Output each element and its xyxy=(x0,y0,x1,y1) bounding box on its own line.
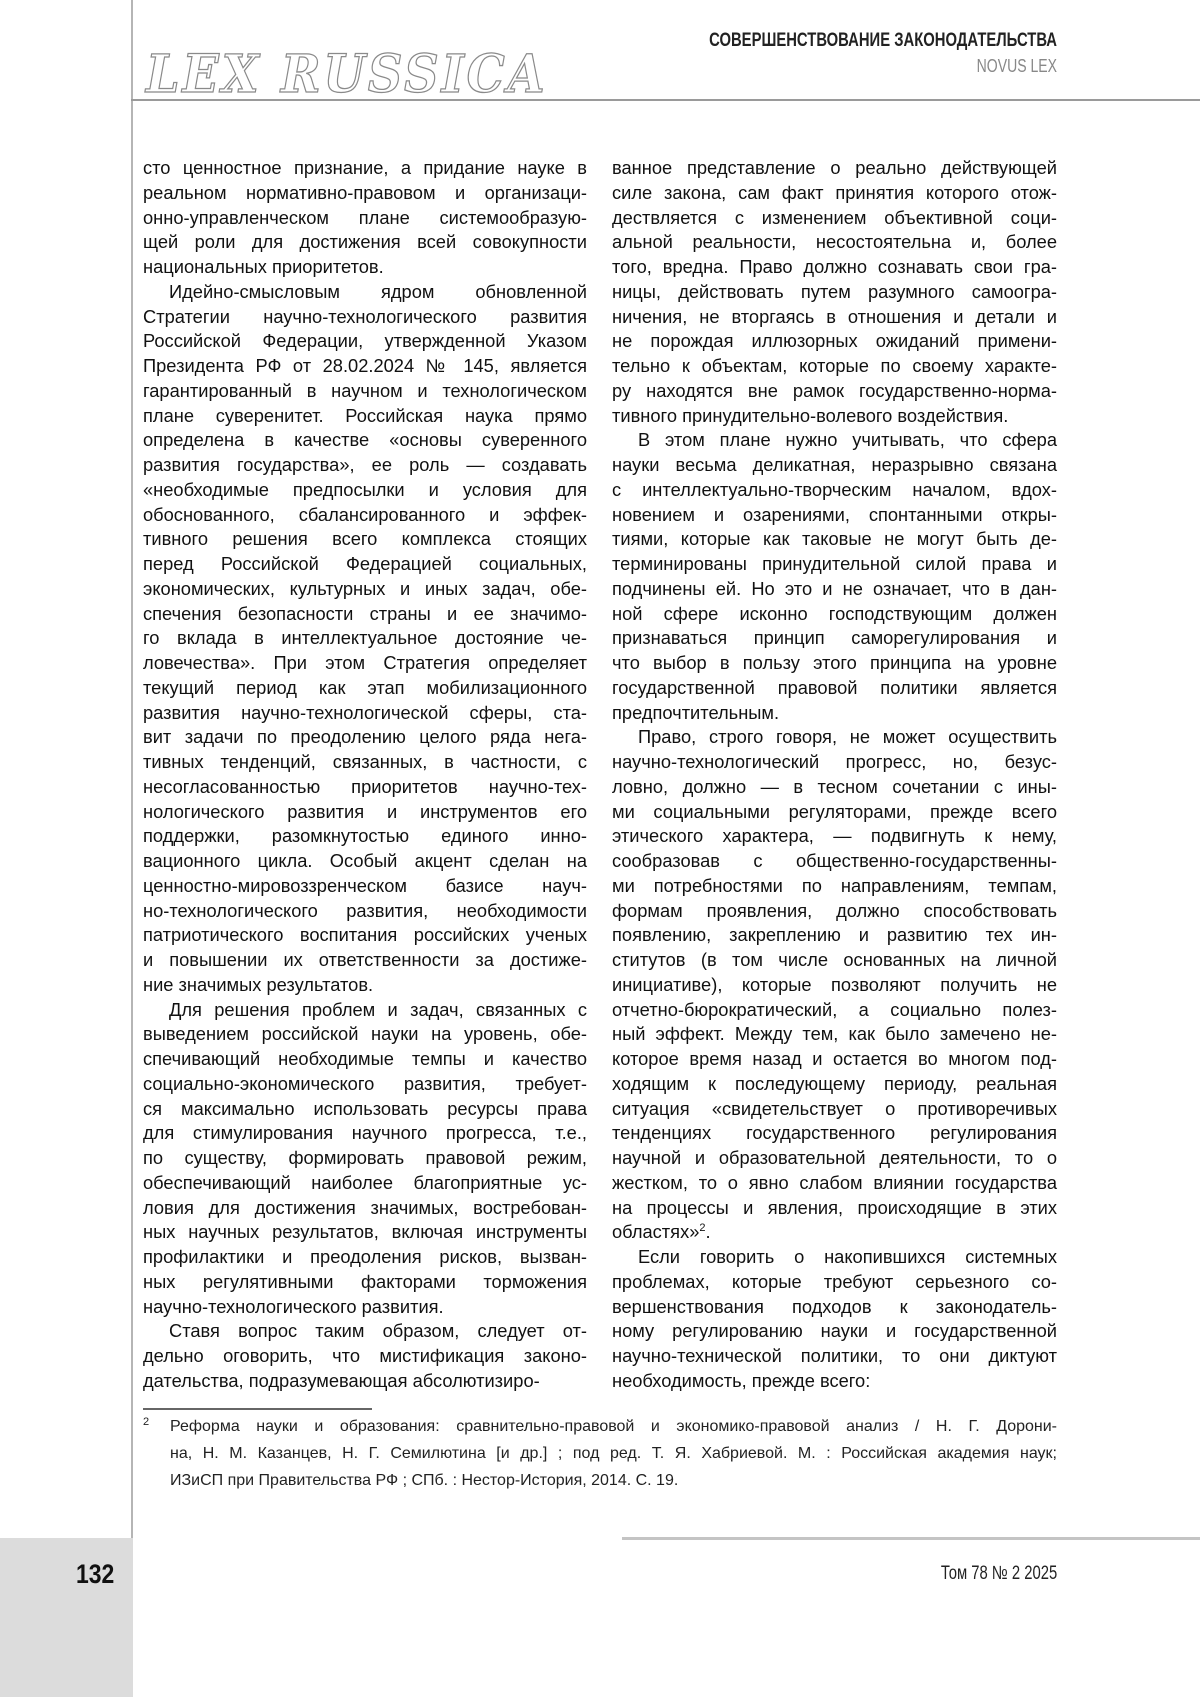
text-line: Российской Федерации, утвержденной Указом xyxy=(143,329,587,354)
text-line: го вклада в интеллектуальное достояние че- xyxy=(143,626,587,651)
text-line: Президента РФ от 28.02.2024 № 145, является xyxy=(143,354,587,379)
paragraph xyxy=(143,998,587,1320)
text-line: подчинены ей. Но это и не означает, что в дан- xyxy=(612,577,1057,602)
footnote-line: на, Н. М. Казанцев, Н. Г. Семилютина [и др.] ; под ред. Т. Я. Хабриевой. М. : Российская академия наук; xyxy=(170,1440,1057,1467)
text-line: ру находятся вне рамок государственно-норма- xyxy=(612,379,1057,404)
text-line: тивных тенденций, связанных, в частности, с xyxy=(143,750,587,775)
text-line: вершенствования подходов к законодатель- xyxy=(612,1295,1057,1320)
text-line: силе закона, сам факт принятия которого отож- xyxy=(612,181,1057,206)
paragraph xyxy=(143,1319,587,1393)
text-line: но-технологического развития, необходимости xyxy=(143,899,587,924)
text-line: ных научных результатов, включая инструменты xyxy=(143,1220,587,1245)
text-line: онно-управленческом плане системообразую- xyxy=(143,206,587,231)
text-line: щей роли для достижения всей совокупности xyxy=(143,230,587,255)
text-line: ной сфере исконно господствующим должен xyxy=(612,602,1057,627)
paragraph xyxy=(612,156,1057,428)
text-line: жестком, то о явно слабом влиянии государства xyxy=(612,1171,1057,1196)
text-line: инициативе), которые позволяют получить не xyxy=(612,973,1057,998)
text-line: патриотического воспитания российских ученых xyxy=(143,923,587,948)
text-line: «необходимые предпосылки и условия для xyxy=(143,478,587,503)
text-line: обоснованного, сбалансированного и эффек- xyxy=(143,503,587,528)
text-line: ми потребностями по направлениям, темпам, xyxy=(612,874,1057,899)
text-line: определена в качестве «основы суверенного xyxy=(143,428,587,453)
text-line: профилактики и преодоления рисков, вызван- xyxy=(143,1245,587,1270)
margin-rule xyxy=(131,0,133,1538)
text-line: Для решения проблем и задач, связанных с xyxy=(143,998,587,1023)
footnote-number: 2 xyxy=(143,1409,149,1436)
text-line: необходимость, прежде всего: xyxy=(612,1369,1057,1394)
paragraph xyxy=(143,156,587,280)
text-line: дательства, подразумевающая абсолютизиро- xyxy=(143,1369,587,1394)
text-line: предпочтительным. xyxy=(612,701,1057,726)
text-line: ловечества». При этом Стратегия определяет xyxy=(143,651,587,676)
text-line: дельно оговорить, что мистификация законо- xyxy=(143,1344,587,1369)
text-line: ницы, действовать путем разумного самоогра- xyxy=(612,280,1057,305)
text-column-right xyxy=(612,156,1057,1394)
text-line: ми социальными регуляторами, прежде всего xyxy=(612,800,1057,825)
text-line: ванное представление о реально действующей xyxy=(612,156,1057,181)
text-line: с интеллектуально-творческим началом, вдох- xyxy=(612,478,1057,503)
line-text: . xyxy=(706,1221,711,1242)
footnote-text xyxy=(170,1413,1057,1494)
text-line: развития научно-технологической сферы, ста- xyxy=(143,701,587,726)
text-line: ситуация «свидетельствует о противоречивых xyxy=(612,1097,1057,1122)
text-line: появлению, закреплению и развитию тех ин- xyxy=(612,923,1057,948)
text-line: государственной правовой политики является xyxy=(612,676,1057,701)
text-line: для стимулирования научного прогресса, т.е., xyxy=(143,1121,587,1146)
text-line: новением и озарениями, спонтанными откры- xyxy=(612,503,1057,528)
text-line: этического характера, — подвигнуть к нему, xyxy=(612,824,1057,849)
paragraph xyxy=(612,1245,1057,1394)
text-line: выведением российской науки на уровень, обе- xyxy=(143,1022,587,1047)
journal-logo: LEX RUSSICA xyxy=(146,44,547,105)
text-line: ный эффект. Между тем, как было замечено не- xyxy=(612,1022,1057,1047)
text-line: реальном нормативно-правовом и организаци- xyxy=(143,181,587,206)
text-line: социально-экономического развития, требует- xyxy=(143,1072,587,1097)
text-line: спечения безопасности страны и ее значимо- xyxy=(143,602,587,627)
text-line: ничения, не вторгаясь в отношения и детали и xyxy=(612,305,1057,330)
footnote-rule xyxy=(143,1408,372,1410)
text-line: несогласованностью приоритетов научно-тех- xyxy=(143,775,587,800)
text-line: по существу, формировать правовой режим, xyxy=(143,1146,587,1171)
issue-info: Том 78 № 2 2025 xyxy=(941,1563,1057,1585)
text-line: ловно, должно — в тесном сочетании с ины- xyxy=(612,775,1057,800)
text-line: тенденциях государственного регулирования xyxy=(612,1121,1057,1146)
text-column-left xyxy=(143,156,587,1394)
text-line: ценностно-мировоззренческом базисе науч- xyxy=(143,874,587,899)
text-line: научно-технической политики, то они диктуют xyxy=(612,1344,1057,1369)
paragraph xyxy=(612,725,1057,1245)
text-line: тивного принудительно-волевого воздействия. xyxy=(612,404,1057,429)
text-line: тельно к объектам, которые по своему характе- xyxy=(612,354,1057,379)
text-line: сто ценностное признание, а придание науке в xyxy=(143,156,587,181)
section-title: СОВЕРШЕНСТВОВАНИЕ ЗАКОНОДАТЕЛЬСТВА xyxy=(709,30,1057,52)
text-line: Ставя вопрос таким образом, следует от- xyxy=(143,1319,587,1344)
text-line: дествляется с изменением объективной соци- xyxy=(612,206,1057,231)
text-line: науки весьма деликатная, неразрывно связана xyxy=(612,453,1057,478)
text-line: вит задачи по преодолению целого ряда нега- xyxy=(143,725,587,750)
text-line: ходящим к последующему периоду, реальная xyxy=(612,1072,1057,1097)
text-line: перед Российской Федерацией социальных, xyxy=(143,552,587,577)
text-line: тивного решения всего комплекса стоящих xyxy=(143,527,587,552)
text-line: признаваться принцип саморегулирования и xyxy=(612,626,1057,651)
text-line: которое время назад и остается во многом под- xyxy=(612,1047,1057,1072)
text-line: того, вредна. Право должно сознавать свои гра- xyxy=(612,255,1057,280)
text-line: Право, строго говоря, не может осуществить xyxy=(612,725,1057,750)
text-line: ститутов (в том числе основанных на личной xyxy=(612,948,1057,973)
text-line: ных регулятивными факторами торможения xyxy=(143,1270,587,1295)
text-line: вационного цикла. Особый акцент сделан на xyxy=(143,849,587,874)
text-line xyxy=(612,1220,1057,1245)
text-line: ловия для достижения значимых, востребован- xyxy=(143,1196,587,1221)
paragraph xyxy=(143,280,587,998)
text-line: научно-технологический прогресс, но, безус- xyxy=(612,750,1057,775)
text-line: отчетно-бюрократический, а социально полез- xyxy=(612,998,1057,1023)
text-line: и повышении их ответственности за достиже- xyxy=(143,948,587,973)
text-line: формам проявления, должно способствовать xyxy=(612,899,1057,924)
text-line: нологического развития и инструментов его xyxy=(143,800,587,825)
footnote-reference[interactable]: 2 xyxy=(699,1222,705,1234)
text-line: проблемах, которые требуют серьезного со- xyxy=(612,1270,1057,1295)
text-line: обеспечивающий наиболее благоприятные ус- xyxy=(143,1171,587,1196)
text-line: научной и образовательной деятельности, то о xyxy=(612,1146,1057,1171)
text-line: терминированы принудительной силой права и xyxy=(612,552,1057,577)
line-text: областях» xyxy=(612,1221,699,1242)
text-line: развития государства», ее роль — создавать xyxy=(143,453,587,478)
text-line: Если говорить о накопившихся системных xyxy=(612,1245,1057,1270)
text-line: поддержки, разомкнутостью единого инно- xyxy=(143,824,587,849)
text-line: текущий период как этап мобилизационного xyxy=(143,676,587,701)
text-line: Стратегии научно-технологического развития xyxy=(143,305,587,330)
text-line: научно-технологического развития. xyxy=(143,1295,587,1320)
section-subtitle: NOVUS LEX xyxy=(977,56,1057,77)
text-line: сообразовав с общественно-государственны- xyxy=(612,849,1057,874)
text-line: спечивающий необходимые темпы и качество xyxy=(143,1047,587,1072)
footer-rule xyxy=(622,1537,1200,1540)
footnote-line: Реформа науки и образования: сравнительно-правовой и экономико-правовой анализ / Н. Г. Дорони- xyxy=(170,1413,1057,1440)
footnote-line: ИЗиСП при Правительства РФ ; СПб. : Нестор-История, 2014. С. 19. xyxy=(170,1467,1057,1494)
text-line: гарантированный в научном и технологическом xyxy=(143,379,587,404)
text-line: на процессы и явления, происходящие в этих xyxy=(612,1196,1057,1221)
text-line: Идейно-смысловым ядром обновленной xyxy=(143,280,587,305)
text-line: что выбор в пользу этого принципа на уровне xyxy=(612,651,1057,676)
text-line: не порождая иллюзорных ожиданий примени- xyxy=(612,329,1057,354)
text-line: ние значимых результатов. xyxy=(143,973,587,998)
text-line: экономических, культурных и иных задач, обе- xyxy=(143,577,587,602)
text-line: ся максимально использовать ресурсы права xyxy=(143,1097,587,1122)
text-line: В этом плане нужно учитывать, что сфера xyxy=(612,428,1057,453)
text-line: национальных приоритетов. xyxy=(143,255,587,280)
text-line: плане суверенитет. Российская наука прямо xyxy=(143,404,587,429)
page-number: 132 xyxy=(76,1559,114,1590)
text-line: альной реальности, несостоятельна и, более xyxy=(612,230,1057,255)
paragraph xyxy=(612,428,1057,725)
header-rule xyxy=(131,99,1200,101)
text-line: ному регулированию науки и государственной xyxy=(612,1319,1057,1344)
text-line: тиями, которые как таковые не могут быть де- xyxy=(612,527,1057,552)
footnote xyxy=(143,1413,1057,1494)
